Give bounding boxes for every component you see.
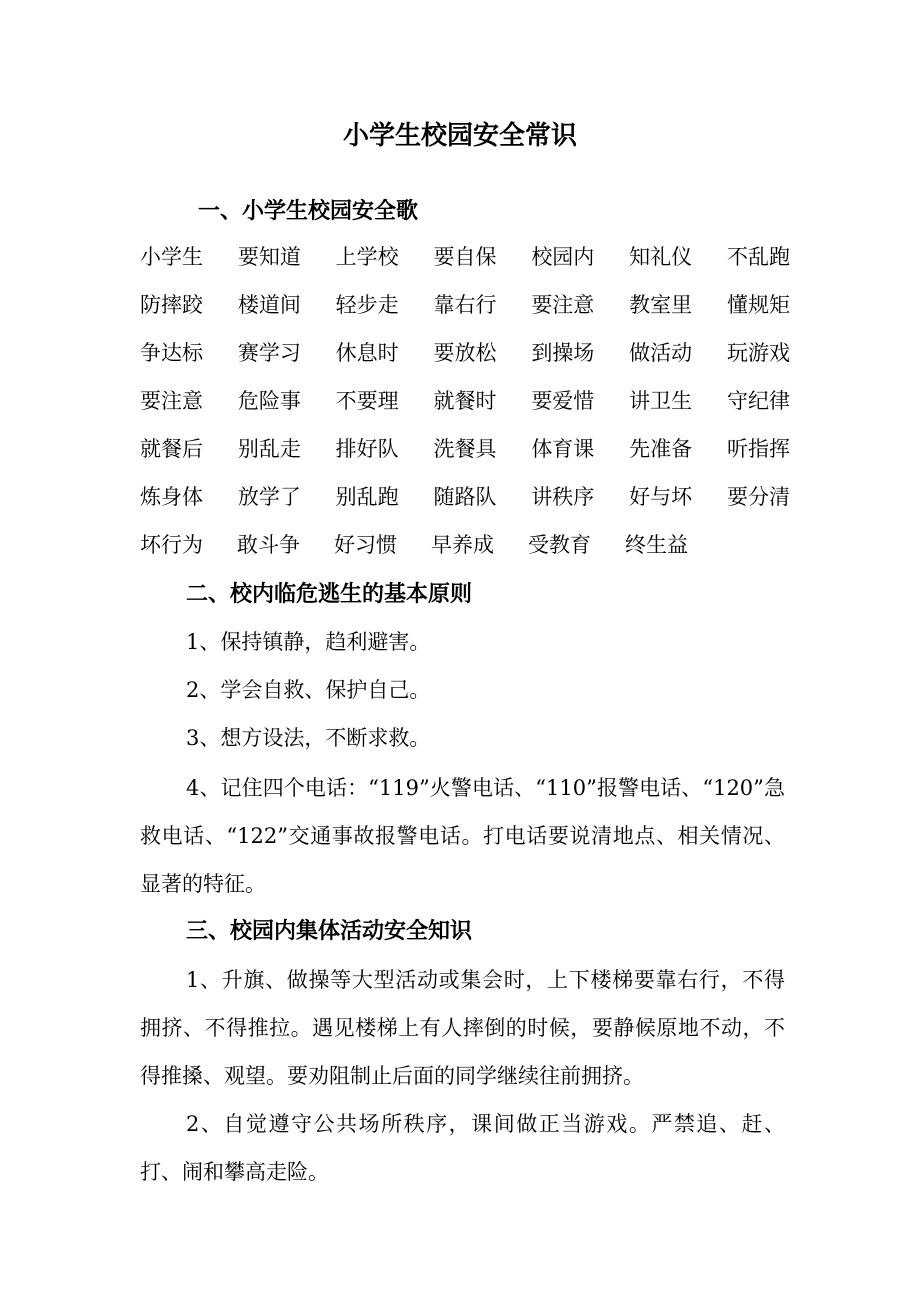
song-line-3: [140, 336, 790, 370]
song-phrase: 争达标: [140, 341, 203, 365]
song-phrase: 要知道: [237, 245, 301, 269]
song-phrase: 炼身体: [140, 485, 203, 509]
song-phrase: 要爱惜: [531, 389, 595, 413]
document-title: 小学生校园安全常识: [342, 121, 577, 151]
song-line-7: [140, 528, 688, 562]
song-phrase: 小学生: [140, 245, 203, 269]
song-phrase: 楼道间: [237, 293, 301, 317]
song-phrase: 懂规矩: [726, 293, 790, 317]
song-phrase: 靠右行: [433, 293, 497, 317]
song-phrase: 排好队: [335, 437, 399, 461]
song-phrase: 就餐时: [433, 389, 497, 413]
song-phrase: 不乱跑: [726, 245, 790, 269]
song-phrase: 早养成: [431, 533, 494, 557]
song-line-1: [140, 240, 790, 274]
song-phrase: 讲秩序: [531, 485, 595, 509]
section-2-heading: 二、校内临危逃生的基本原则: [186, 581, 473, 607]
principle-item-4: 4、记住四个电话：“119”火警电话、“110”报警电话、“120”急救电话、“122”交通事故报警电话。打电话要说清地点、相关情况、显著的特征。: [140, 776, 785, 896]
principle-item-2: 2、学会自救、保护自己。: [186, 678, 431, 702]
song-phrase: 体育课: [531, 437, 595, 461]
song-phrase: 好习惯: [334, 533, 397, 557]
song-phrase: 做活动: [629, 341, 693, 365]
song-phrase: 就餐后: [140, 437, 203, 461]
section-3-heading: 三、校园内集体活动安全知识: [186, 918, 473, 944]
song-phrase: 玩游戏: [726, 341, 790, 365]
activity-item-1: 1、升旗、做操等大型活动或集会时，上下楼梯要靠右行，不得拥挤、不得推拉。遇见楼梯上有人摔倒的时候，要静候原地不动，不得推搡、观望。要劝阻制止后面的同学继续往前拥挤。: [140, 968, 785, 1088]
song-phrase: 知礼仪: [629, 245, 693, 269]
song-phrase: 好与坏: [629, 485, 693, 509]
song-phrase: 要注意: [531, 293, 595, 317]
section-1-heading: 一、小学生校园安全歌: [198, 198, 419, 224]
song-phrase: 终生益: [625, 533, 688, 557]
song-phrase: 休息时: [335, 341, 399, 365]
song-phrase: 要注意: [140, 389, 203, 413]
song-phrase: 不要理: [335, 389, 399, 413]
song-phrase: 上学校: [335, 245, 399, 269]
song-phrase: 敢斗争: [237, 533, 300, 557]
song-phrase: 放学了: [237, 485, 301, 509]
song-phrase: 先准备: [629, 437, 693, 461]
song-phrase: 听指挥: [726, 437, 790, 461]
song-phrase: 赛学习: [237, 341, 301, 365]
song-phrase: 要放松: [433, 341, 497, 365]
song-phrase: 教室里: [629, 293, 693, 317]
song-phrase: 危险事: [237, 389, 301, 413]
song-phrase: 别乱走: [237, 437, 301, 461]
song-line-4: [140, 384, 790, 418]
song-phrase: 要自保: [433, 245, 497, 269]
song-line-2: [140, 288, 790, 322]
song-phrase: 受教育: [528, 533, 591, 557]
song-phrase: 讲卫生: [629, 389, 693, 413]
song-phrase: 校园内: [531, 245, 595, 269]
activity-item-2: 2、自觉遵守公共场所秩序，课间做正当游戏。严禁追、赶、打、闹和攀高走险。: [140, 1112, 785, 1184]
song-phrase: 到操场: [531, 341, 595, 365]
song-phrase: 要分清: [726, 485, 790, 509]
song-phrase: 轻步走: [335, 293, 399, 317]
principle-item-3: 3、想方设法，不断求救。: [186, 726, 431, 750]
song-phrase: 守纪律: [726, 389, 790, 413]
song-phrase: 随路队: [433, 485, 497, 509]
song-phrase: 防摔跤: [140, 293, 203, 317]
song-line-5: [140, 432, 790, 466]
song-phrase: 洗餐具: [433, 437, 497, 461]
principle-item-1: 1、保持镇静，趋利避害。: [186, 630, 431, 654]
song-phrase: 别乱跑: [335, 485, 399, 509]
song-phrase: 坏行为: [140, 533, 203, 557]
song-line-6: [140, 480, 790, 514]
